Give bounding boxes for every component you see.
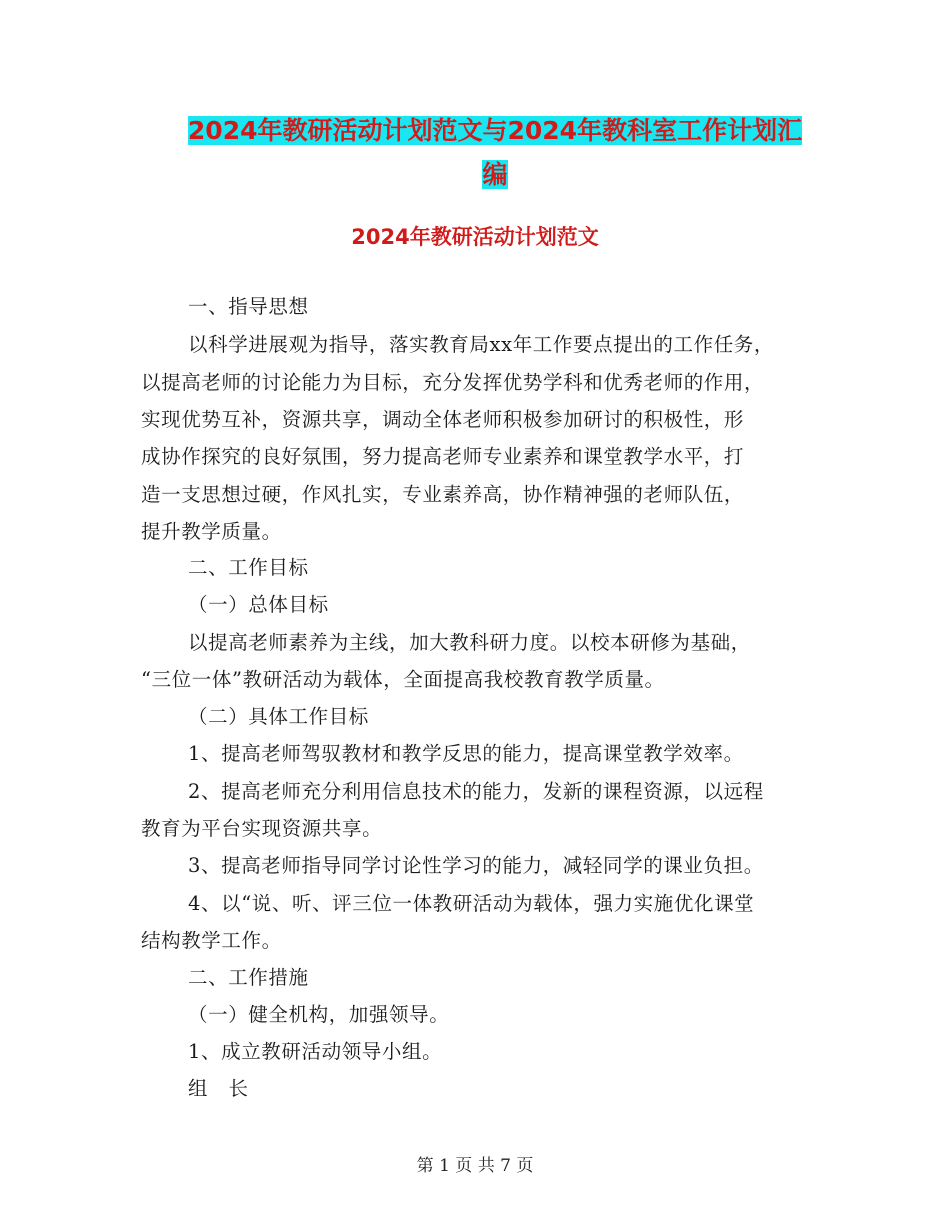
paragraph-line: 以提高老师素养为主线，加大教科研力度。以校本研修为基础， [188, 631, 751, 654]
paragraph-line: 结构教学工作。 [141, 929, 282, 952]
heading-guiding-ideology: 一、指导思想 [188, 295, 309, 318]
list-item: 3、提高老师指导同学讨论性学习的能力，减轻同学的课业负担。 [188, 854, 764, 877]
list-item: 4、以“说、听、评三位一体教研活动为载体，强力实施优化课堂 [188, 892, 755, 915]
section-title: 2024年教研活动计划范文 [351, 225, 599, 249]
list-item: 1、成立教研活动领导小组。 [188, 1040, 443, 1063]
list-item: 1、提高老师驾驭教材和教学反思的能力，提高课堂教学效率。 [188, 742, 744, 765]
document-title-line-2: 编 [482, 160, 508, 189]
paragraph-line: 以提高老师的讨论能力为目标，充分发挥优势学科和优秀老师的作用， [141, 371, 765, 394]
group-leader-label: 组 长 [188, 1077, 249, 1100]
heading-work-measures: 二、工作措施 [188, 966, 309, 989]
list-item: 2、提高老师充分利用信息技术的能力，发新的课程资源，以远程 [188, 780, 764, 803]
paragraph-line: 实现优势互补，资源共享，调动全体老师积极参加研讨的积极性，形 [141, 408, 745, 431]
heading-work-goals: 二、工作目标 [188, 556, 309, 579]
paragraph-line: 提升教学质量。 [141, 520, 282, 543]
paragraph-line: 成协作探究的良好氛围，努力提高老师专业素养和课堂教学水平，打 [141, 445, 745, 468]
paragraph-line: 以科学进展观为指导，落实教育局xx年工作要点提出的工作任务， [188, 333, 774, 356]
subheading-overall-goal: （一）总体目标 [188, 593, 329, 616]
subheading-organization: （一）健全机构，加强领导。 [188, 1003, 450, 1026]
page-number-footer: 第 1 页 共 7 页 [416, 1156, 534, 1176]
paragraph-line: 教育为平台实现资源共享。 [141, 817, 383, 840]
document-title-line-1: 2024年教研活动计划范文与2024年教科室工作计划汇 [187, 116, 803, 145]
paragraph-line: “三位一体”教研活动为载体，全面提高我校教育教学质量。 [141, 668, 665, 691]
paragraph-line: 造一支思想过硬，作风扎实，专业素养高，协作精神强的老师队伍， [141, 483, 745, 506]
subheading-specific-goals: （二）具体工作目标 [188, 705, 369, 728]
